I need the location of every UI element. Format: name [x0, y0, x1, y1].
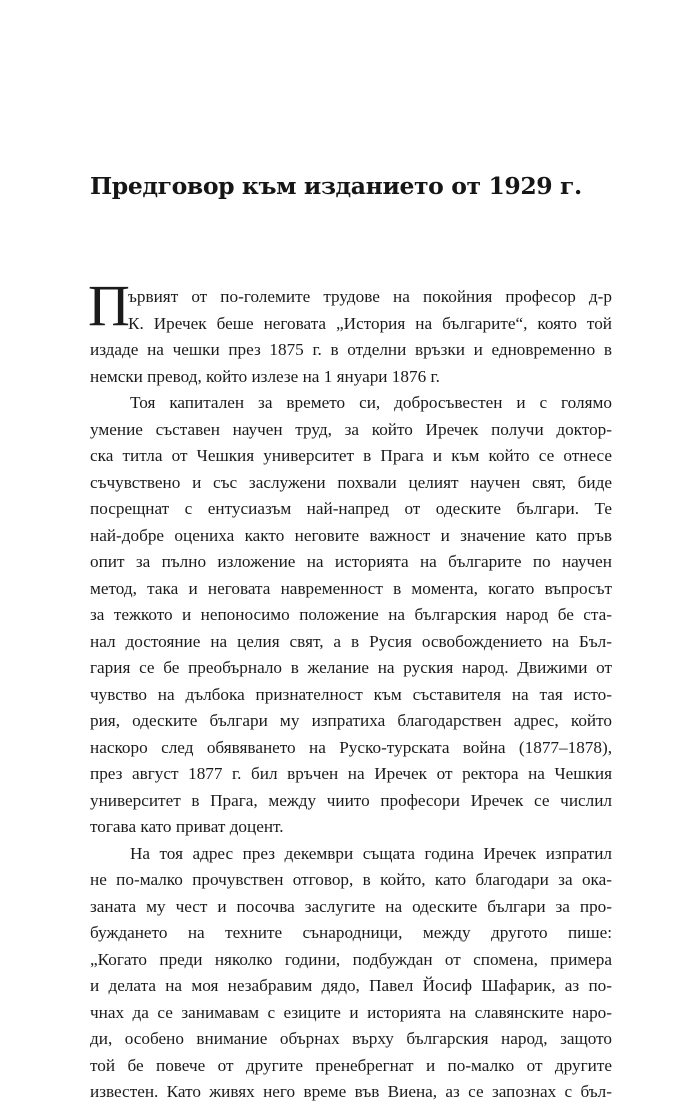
text-line: не по-малко прочувствен отговор, в който, като благодари за ока- — [90, 870, 612, 889]
text-line: посрещнат с ентусиазъм най-напред от одеските българи. Те — [90, 499, 612, 518]
text-line: той бе повече от другите пренебрегнат и по-малко от другите — [90, 1055, 612, 1075]
text-line: за тежкото и непоносимо положение на българския народ бе ста- — [90, 605, 612, 624]
text-line: наскоро след обявяването на Руско-турската война (1877–1878), — [90, 737, 612, 757]
text-line: тогава като приват доцент. — [90, 817, 284, 836]
text-line: буждането на техните сънародници, между другото пише: — [90, 923, 612, 942]
text-line: ървият от по-големите трудове на покойния професор д-р — [128, 287, 612, 306]
drop-cap: П — [88, 273, 130, 338]
text-line: през август 1877 г. бил връчен на Иречек от ректора на Чешкия — [90, 764, 612, 783]
text-line: гария се бе преобърнало в желание на руския народ. Движими от — [90, 658, 612, 677]
text-line: „Когато преди няколко години, подбуждан от спомена, примера — [90, 949, 612, 969]
text-line: университет в Прага, между чиито професори Иречек се числил — [90, 790, 612, 810]
text-line: метод, така и неговата навременност в момента, когато въпросът — [90, 578, 612, 598]
text-line: умение съставен научен труд, за който Иречек получи доктор- — [90, 419, 612, 439]
text-line: На тоя адрес през декември същата година Иречек изпратил — [130, 843, 612, 863]
body-text — [90, 284, 612, 1106]
text-line: ска титла от Чешкия университет в Прага и към който се отнесе — [90, 446, 612, 465]
text-line: известен. Като живях него време във Виена, аз се запознах с бъл- — [90, 1082, 612, 1101]
text-line: и делата на моя незабравим дядо, Павел Йосиф Шафарик, аз по- — [90, 976, 612, 995]
text-line: немски превод, който излезе на 1 януари 1876 г. — [90, 366, 440, 386]
text-line: К. Иречек беше неговата „История на българите“, която той — [128, 313, 612, 333]
text-line: заната му чест и посочва заслугите на одеските българи за про- — [90, 896, 612, 916]
text-line: ди, особено внимание обърнах върху българския народ, защото — [90, 1029, 612, 1048]
text-line: чувство на дълбока признателност към съставителя на тая исто- — [90, 684, 612, 704]
text-line: опит за пълно изложение на историята на българите по научен — [90, 552, 612, 571]
page-title: Предговор към изданието от 1929 г. — [90, 172, 582, 200]
text-line: издаде на чешки през 1875 г. в отделни връзки и едновременно в — [90, 340, 612, 359]
text-line: Тоя капитален за времето си, добросъвестен и с голямо — [130, 393, 612, 412]
text-line: нал достояние на целия свят, а в Русия освобождението на Бъл- — [90, 631, 612, 651]
text-line: рия, одеските българи му изпратиха благодарствен адрес, който — [90, 711, 612, 730]
text-line: най-добре оцениха както неговите важност и значение като пръв — [90, 525, 612, 545]
text-line: съчувствено и със заслужени похвали целият научен свят, биде — [90, 472, 612, 492]
text-line: чнах да се занимавам с езиците и историята на славянските наро- — [90, 1002, 612, 1022]
